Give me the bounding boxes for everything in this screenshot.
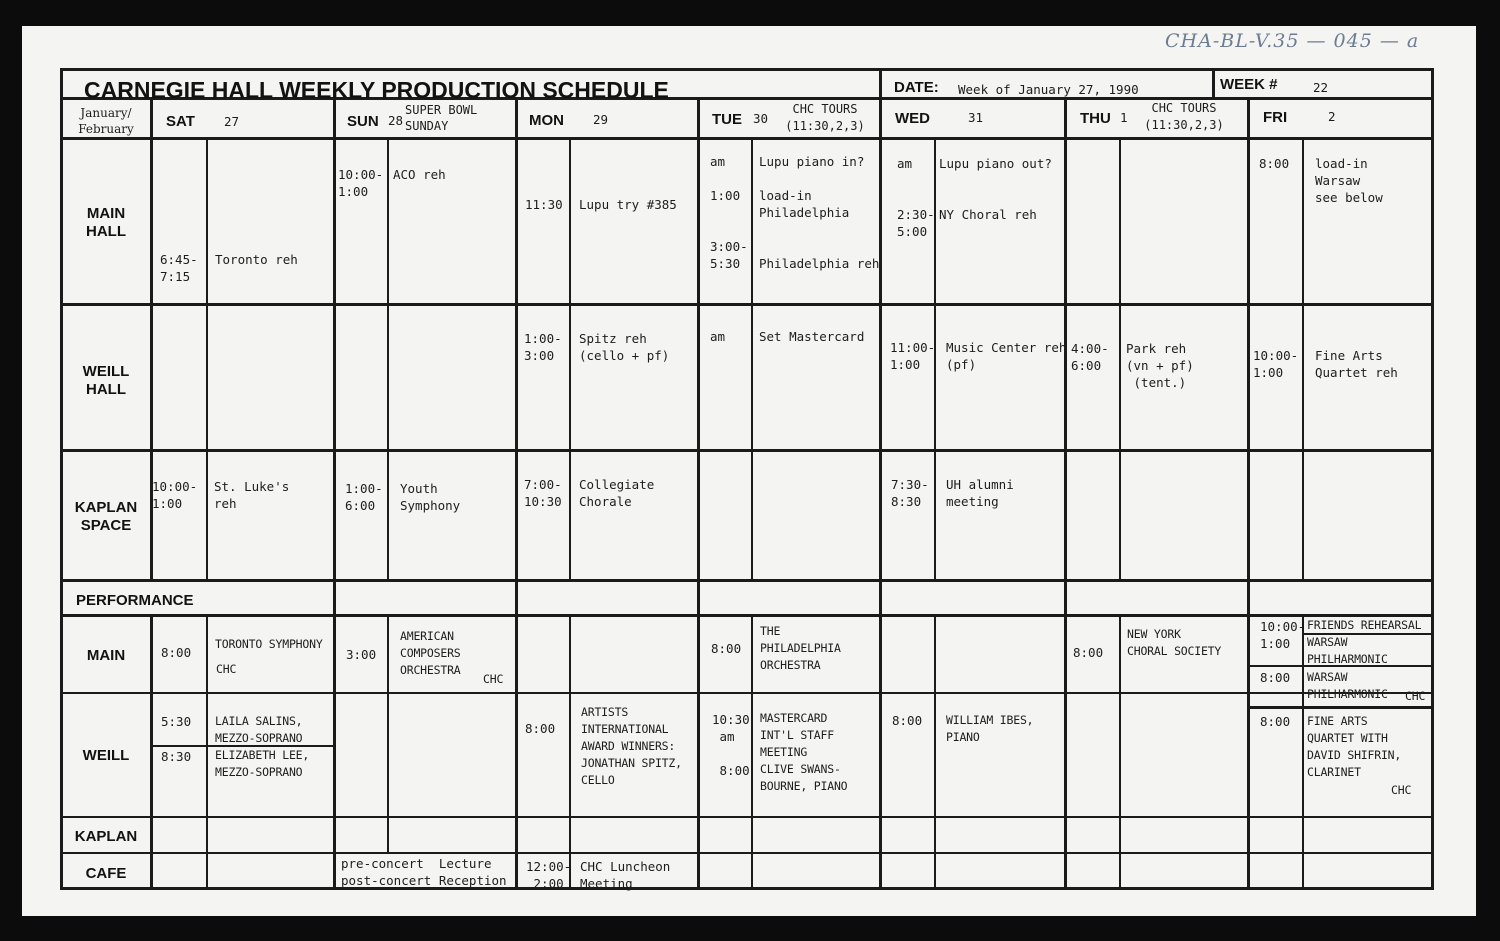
row-main-hall: MAIN HALL <box>86 205 126 240</box>
main-hall-fri-time: 8:00 <box>1259 156 1290 171</box>
rule-col-sun <box>515 97 518 890</box>
perf-weill-sat-event-2: ELIZABETH LEE, MEZZO-SOPRANO <box>215 748 310 779</box>
weill-hall-fri-time: 10:00- 1:00 <box>1253 348 1299 380</box>
weill-hall-mon-time: 1:00- 3:00 <box>524 331 562 363</box>
day-sun-num: 28 <box>388 113 404 128</box>
perf-weill-fri-event: FINE ARTS QUARTET WITH DAVID SHIFRIN, CLARINET <box>1307 714 1402 779</box>
day-fri-num: 2 <box>1328 109 1336 124</box>
perf-main-fri-time-2: 8:00 <box>1260 670 1291 685</box>
weill-hall-thu-event: Park reh (vn + pf) (tent.) <box>1126 341 1194 390</box>
day-sun: SUN <box>347 113 379 130</box>
page-title: CARNEGIE HALL WEEKLY PRODUCTION SCHEDULE <box>84 77 669 103</box>
perf-main-thu-event: NEW YORK CHORAL SOCIETY <box>1127 627 1222 658</box>
perf-weill-mon-event: ARTISTS INTERNATIONAL AWARD WINNERS: JONATHAN SPITZ, CELLO <box>581 705 682 787</box>
row-weill: WEILL <box>82 747 130 764</box>
rule-fri-inner <box>1302 137 1304 579</box>
kaplan-space-sat-time: 10:00- 1:00 <box>152 479 198 511</box>
main-hall-mon-event: Lupu try #385 <box>579 197 677 212</box>
weill-hall-wed-time: 11:00- 1:00 <box>890 340 936 372</box>
perf-main-sun-event: AMERICAN COMPOSERS ORCHESTRA <box>400 629 461 677</box>
rule-perf-weill <box>60 816 1434 818</box>
rule-col-mon <box>697 97 700 890</box>
day-tue: TUE <box>712 111 742 128</box>
day-mon: MON <box>529 112 564 129</box>
perf-main-fri-time-1: 10:00- 1:00 <box>1260 619 1306 651</box>
day-thu-note: CHC TOURS (11:30,2,3) <box>1144 101 1224 132</box>
weill-hall-fri-event: Fine Arts Quartet reh <box>1315 348 1398 380</box>
archive-reference: CHA-BL-V.35 — 045 — a <box>1165 30 1420 52</box>
perf-weill-tue-event: MASTERCARD INT'L STAFF MEETING CLIVE SWANS- BOURNE, PIANO <box>760 711 848 793</box>
rule-tue-inner <box>751 137 753 579</box>
rule-sat-inner <box>206 137 208 579</box>
main-hall-tue-time: am 1:00 3:00- 5:30 <box>710 154 748 271</box>
main-hall-sat-event: Toronto reh <box>215 252 298 267</box>
perf-weill-tue-time: 10:30 am 8:00 <box>712 712 750 778</box>
rule-col-thu <box>1247 97 1250 890</box>
rule-col-tue <box>879 137 882 890</box>
perf-weill-wed-event: WILLIAM IBES, PIANO <box>946 713 1034 744</box>
perf-main-sat-event: TORONTO SYMPHONY <box>215 637 323 651</box>
rule-perf-main <box>60 692 1434 694</box>
kaplan-space-sun-time: 1:00- 6:00 <box>345 481 383 513</box>
perf-weill-sat-time-1: 5:30 <box>161 714 192 729</box>
day-tue-note: CHC TOURS (11:30,2,3) <box>785 102 865 133</box>
main-hall-tue-event: Lupu piano in? load-in Philadelphia Philadelphia reh <box>759 154 880 271</box>
perf-weill-mon-time: 8:00 <box>525 721 556 736</box>
row-kaplan: KAPLAN <box>74 828 138 845</box>
date-label: DATE: <box>894 79 939 96</box>
row-weill-hall: WEILL HALL <box>82 363 130 398</box>
rule-main-hall <box>60 303 1434 306</box>
day-sat: SAT <box>166 113 195 130</box>
rule-fri-sub-1 <box>1302 633 1434 635</box>
kaplan-space-sun-event: Youth Symphony <box>400 481 461 513</box>
kaplan-space-sat-event: St. Luke's reh <box>214 479 290 511</box>
perf-weill-sat-time-2: 8:30 <box>161 749 192 764</box>
rule-wed-inner-b <box>934 614 936 890</box>
rule-col-wed <box>1064 97 1067 890</box>
weill-hall-wed-event: Music Center reh (pf) <box>946 340 1067 372</box>
day-thu-num: 1 <box>1120 110 1128 125</box>
row-performance: PERFORMANCE <box>76 592 194 609</box>
day-wed: WED <box>895 110 930 127</box>
perf-weill-sat-event-1: LAILA SALINS, MEZZO-SOPRANO <box>215 714 303 745</box>
row-main: MAIN <box>86 647 126 664</box>
rule-header-date <box>879 68 882 138</box>
main-hall-mon-time: 11:30 <box>525 197 563 212</box>
week-label: WEEK # <box>1220 76 1278 93</box>
rule-fri-weill-split <box>1250 706 1434 709</box>
week-value: 22 <box>1313 80 1329 95</box>
perf-main-sun-tag: CHC <box>483 672 504 686</box>
perf-main-tue-event: THE PHILADELPHIA ORCHESTRA <box>760 624 841 672</box>
kaplan-space-wed-event: UH alumni meeting <box>946 477 1014 509</box>
rule-col-label-b <box>150 614 153 890</box>
perf-weill-wed-time: 8:00 <box>892 713 923 728</box>
weill-hall-tue-event: Set Mastercard <box>759 329 865 344</box>
rule-thu-inner <box>1119 137 1121 579</box>
day-fri: FRI <box>1263 109 1288 126</box>
main-hall-wed-event: Lupu piano out? NY Choral reh <box>939 156 1052 222</box>
weill-hall-mon-event: Spitz reh (cello + pf) <box>579 331 670 363</box>
perf-weill-fri-time: 8:00 <box>1260 714 1291 729</box>
row-cafe: CAFE <box>85 865 127 882</box>
rule-mon-inner-b <box>569 614 571 890</box>
perf-main-sat-tag: CHC <box>216 662 237 676</box>
rule-days <box>60 137 1434 140</box>
rule-tue-inner-b <box>751 614 753 890</box>
day-mon-num: 29 <box>593 112 609 127</box>
day-sun-note: SUPER BOWL SUNDAY <box>405 103 478 133</box>
rule-mon-inner <box>569 137 571 579</box>
weill-hall-tue-time: am <box>710 329 726 344</box>
day-wed-num: 31 <box>968 110 984 125</box>
perf-main-sat-time: 8:00 <box>161 645 192 660</box>
row-kaplan-space: KAPLAN SPACE <box>74 499 138 534</box>
rule-kaplan-space <box>60 579 1434 582</box>
main-hall-sat-time: 6:45- 7:15 <box>160 252 198 284</box>
rule-sun-inner-b <box>387 614 389 852</box>
kaplan-space-mon-time: 7:00- 10:30 <box>524 477 562 509</box>
date-value: Week of January 27, 1990 <box>958 82 1139 97</box>
rule-kaplan <box>60 852 1434 854</box>
kaplan-space-wed-time: 7:30- 8:30 <box>891 477 929 509</box>
cafe-mon-event: CHC Luncheon Meeting <box>580 859 671 891</box>
rule-weill-hall <box>60 449 1434 452</box>
perf-main-tue-time: 8:00 <box>711 641 742 656</box>
rule-sun-inner <box>387 137 389 579</box>
perf-main-thu-time: 8:00 <box>1073 645 1104 660</box>
cafe-mon-time: 12:00- 2:00 <box>526 859 572 891</box>
perf-main-fri-tag-2: CHC <box>1405 689 1426 703</box>
day-sat-num: 27 <box>224 114 240 129</box>
main-hall-sun-time: 10:00- 1:00 <box>338 167 384 199</box>
rule-col-sat <box>333 97 336 890</box>
perf-main-fri-event-1: FRIENDS REHEARSAL WARSAW PHILHARMONIC <box>1307 618 1422 666</box>
perf-main-sun-time: 3:00 <box>346 647 377 662</box>
cafe-sun-event: pre-concert Lecture post-concert Reception <box>341 856 507 888</box>
day-thu: THU <box>1080 110 1111 127</box>
weill-hall-thu-time: 4:00- 6:00 <box>1071 341 1109 373</box>
rule-performance <box>60 614 1434 617</box>
day-tue-num: 30 <box>753 111 769 126</box>
rule-fri-inner-b <box>1302 614 1304 890</box>
main-hall-wed-time: am 2:30- 5:00 <box>897 156 935 239</box>
kaplan-space-mon-event: Collegiate Chorale <box>579 477 655 509</box>
rule-sat-inner-b <box>206 614 208 890</box>
month-label: January/ February <box>78 106 134 136</box>
rule-thu-inner-b <box>1119 614 1121 890</box>
perf-main-fri-event-2: WARSAW PHILHARMONIC <box>1307 670 1388 701</box>
perf-weill-fri-tag: CHC <box>1391 783 1412 797</box>
main-hall-fri-event: load-in Warsaw see below <box>1315 156 1383 205</box>
rule-header-week <box>1212 68 1215 98</box>
main-hall-sun-event: ACO reh <box>393 167 446 182</box>
